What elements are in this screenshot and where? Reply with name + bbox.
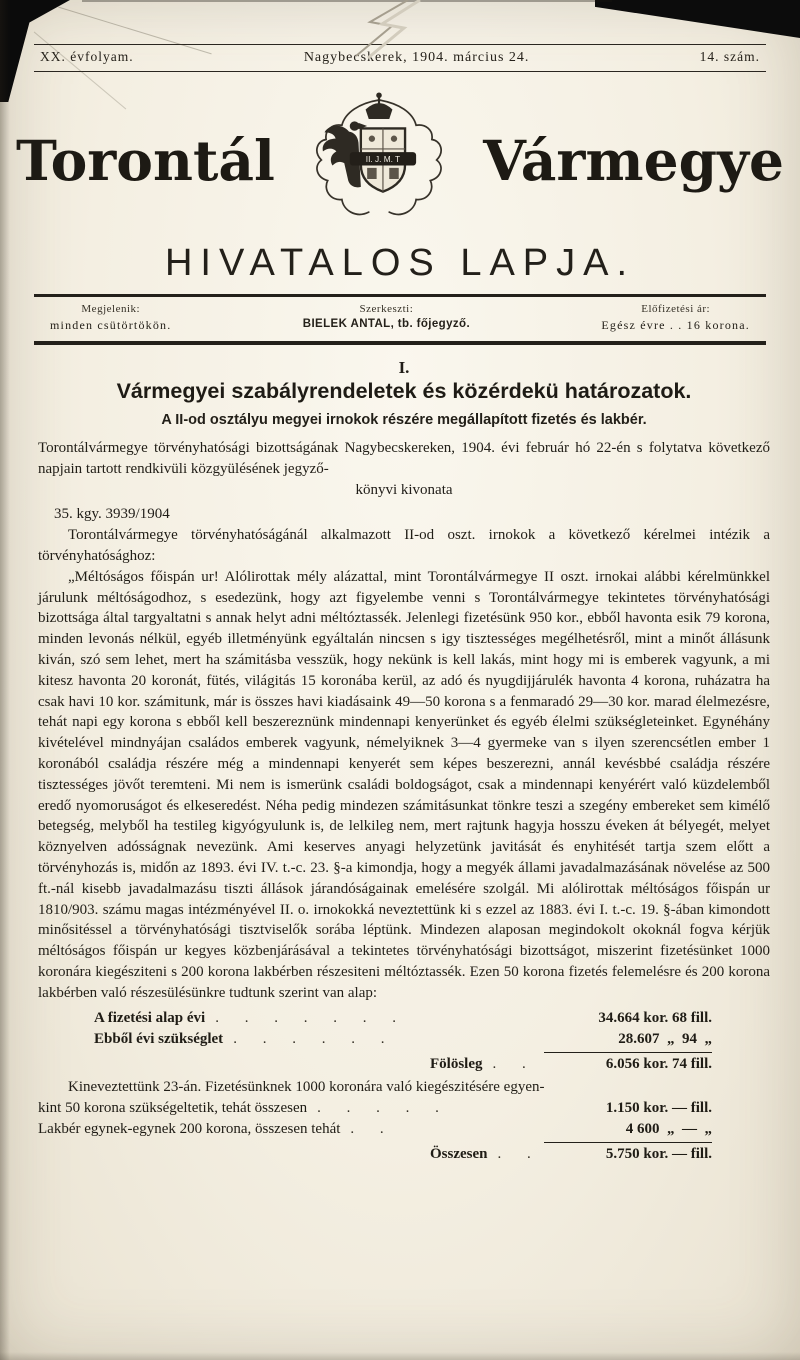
dot-leader: . . — [350, 1121, 384, 1138]
publish-schedule-value: minden csütörtökön. — [50, 318, 172, 332]
subscription-label: Előfizetési ár: — [641, 303, 711, 315]
intro-paragraph: Torontálvármegye törvényhatósági bizottságának Nagybecskereken, 1904. évi február hó 22-én s folytatva következő napjain tartott rendkivüli közgyülésének jegyző- — [38, 440, 770, 477]
editor-name: BIELEK ANTAL, tb. főjegyző. — [302, 318, 471, 330]
subscription-price: Egész évre . . 16 korona. — [601, 318, 750, 332]
surplus-row — [38, 1054, 770, 1075]
dot-leader: . . . . . . . — [215, 1009, 396, 1026]
publish-schedule — [50, 303, 171, 333]
paper-fold-tear-icon — [322, 0, 452, 60]
closing-row — [38, 1098, 770, 1119]
volume-label: XX. évfolyam. — [40, 49, 134, 64]
editor-info — [303, 303, 470, 333]
finance-row-value: 34.664 kor. 68 fill. — [598, 1009, 712, 1026]
petition-paragraph: „Méltóságos főispán ur! Alólirottak mély alázattal, mint Torontálvármegye II oszt. irnokai alábbi kérelmünkkel járulunk méltóságodhoz, s esedezünk, hogy azt figyelembe venni s Torontálvármegye tekintetes törvényhatósági bizottsága által targyaltatni s annak helyt adni méltóztassék. Jelenlegi fizetésünk 950 kor., ebből havonta esik 79 korona, minden levonás nélkül, egyéb illetményünk egyáltalán nincsen s igy tisztességes megélhetésről, mint a minőt állásunk kiván, szó sem lehet, mert ha számitásba vesszük, hogy nekünk is kell lakás, mint hogy mi is emberek vagyunk, a mi kitesz havonta 20 koronát, fütés, világitás 15 koronába kerül, az adó és nyugdijjárulék havonta 4 korona, ruházatra ha csak havi 10 kor. számitunk, már is összes havi kiadásaink 49—50 korona s a fenmaradó 29—30 kor. marad élelmezésre, tehát napi egy korona s ebből kell beszereznünk mindennapi kenyerünket és egyéb élelmi szükségleteinket. Egynéhány kivételével mindnyájan családos emberek vagyunk, némelyiknek 3—4 gyermeke van s ilyen szerencsétlen ember 1 koronából családja részére még a mindennapi kenyerét sem képes beszerezni, annál kevésbbé családja részére tisztességes jövőt teremteni. Mi nem is ismerünk családi boldogságot, csak a mindennapi kenyérért való küzdelemből eredő nyomoruságot és elkeseredést. Néha pedig mindezen számitásunkat tönkre teszi a szegény embereket sem kimélő betegség, melyből ha testileg kigyógyulunk is, de lelkileg nem, mert rajtunk hagyja hosszu éveken át bélyegét, melyet köznyelven adósságnak nevezünk. Ami keserves anyagi helyzetünk javitását és enyhitését tartja szem előtt a törvényhozás is, midőn az 1893. évi IV. t.-c. 23. §-a kimondja, hogy a megyék állami javadalmazásának növelése az 500 ft.-nál kisebb javadalmazásu tiszti állások járandóságainak emelésére szolgál. Mi alólirottak méltóságos főispán ur 1810/903. számu magas intézményével II. o. irnokokká neveztettünk ki s ezzel az 1883. évi I. t.-c. 19. §-ában kimondott minősitéssel a törvényhatósági tisztviselők sorába léptünk. Mindezen alaposan megindokolt okoknál fogva kérjük méltóságos főispán ur kegyes közbenjárásával a tekintetes törvényhatósági bizottságot, miszerint fizetésünket 1000 koronára kiegésziteni s 200 korona lakbérben részesiteni méltóztassék. Ezen 50 korona fizetés felemelésre és 200 korona lakbérben való részesülésünkre tudtunk szerint van alap: — [38, 568, 770, 1001]
lead-paragraph: Torontálvármegye törvényhatóságánál alkalmazott II-od oszt. irnokok a következő kérelmei intézik a törvényhatósághoz: — [38, 527, 770, 564]
place-and-date: Nagybecskerek, 1904. március 24. — [303, 50, 530, 65]
closing-paragraph-line1: Kineveztettünk 23-án. Fizetésünknek 1000 koronára való kiegészitésére egyen- — [68, 1079, 545, 1096]
publish-schedule-label: Megjelenik: — [81, 303, 141, 315]
finance-row-label: Ebből évi szükséglet — [94, 1030, 224, 1047]
finance-row-label: A fizetési alap évi — [94, 1009, 206, 1026]
finance-row — [38, 1029, 770, 1050]
sum-underline — [544, 1052, 712, 1053]
editor-label: Szerkeszti: — [359, 303, 414, 315]
total-label: Összesen — [430, 1146, 488, 1163]
scan-shadow-left — [0, 0, 10, 1360]
closing-row-value: 4 600 „ — „ — [625, 1121, 712, 1138]
closing-row-label: Lakbér egynek-egynek 200 korona, összesen tehát — [38, 1121, 341, 1138]
closing-row-value: 1.150 kor. — fill. — [605, 1099, 712, 1116]
subscription-info — [601, 303, 750, 333]
dot-leader: . . — [492, 1055, 526, 1072]
crest-banner-text: II. J. M. T — [365, 154, 401, 164]
scan-shadow-bottom — [0, 1352, 800, 1360]
publication-info-bar — [34, 297, 766, 341]
divider-rule-thick — [34, 341, 766, 345]
article-subheading: A II-od osztályu megyei irnokok részére megállapított fizetés és lakbér. — [161, 412, 647, 428]
total-value: 5.750 kor. — fill. — [605, 1146, 712, 1163]
crown-icon — [366, 93, 393, 119]
finance-row-value: 28.607 „ 94 „ — [618, 1030, 712, 1047]
resolution-reference: 35. kgy. 3939/1904 — [54, 506, 170, 523]
surplus-value: 6.056 kor. 74 fill. — [605, 1055, 712, 1072]
dot-leader: . . . . . . — [233, 1030, 385, 1047]
masthead-title-left: Torontál — [16, 127, 275, 193]
section-numeral: I. — [398, 358, 410, 377]
scan-artifact-top-right — [595, 0, 800, 38]
intro-tail-line: könyvi kivonata — [355, 481, 453, 498]
article-content — [0, 358, 800, 1166]
masthead — [16, 82, 784, 238]
gazette-subtitle: HIVATALOS LAPJA. — [164, 242, 636, 284]
total-row — [38, 1144, 770, 1165]
dot-leader: . . — [497, 1146, 531, 1163]
coat-of-arms-icon — [304, 82, 454, 238]
masthead-title-right: Vármegye — [483, 127, 784, 193]
county-coat-of-arms — [304, 82, 454, 238]
sum-underline — [544, 1142, 712, 1143]
finance-row — [38, 1008, 770, 1029]
closing-row — [38, 1119, 770, 1140]
section-heading: Vármegyei szabályrendeletek és közérdekü határozatok. — [116, 379, 692, 403]
issue-number: 14. szám. — [699, 49, 760, 64]
closing-row-label: kint 50 korona szükségeltetik, tehát összesen — [38, 1099, 308, 1116]
surplus-label: Fölösleg — [430, 1055, 483, 1072]
dot-leader: . . . . . — [317, 1099, 439, 1116]
